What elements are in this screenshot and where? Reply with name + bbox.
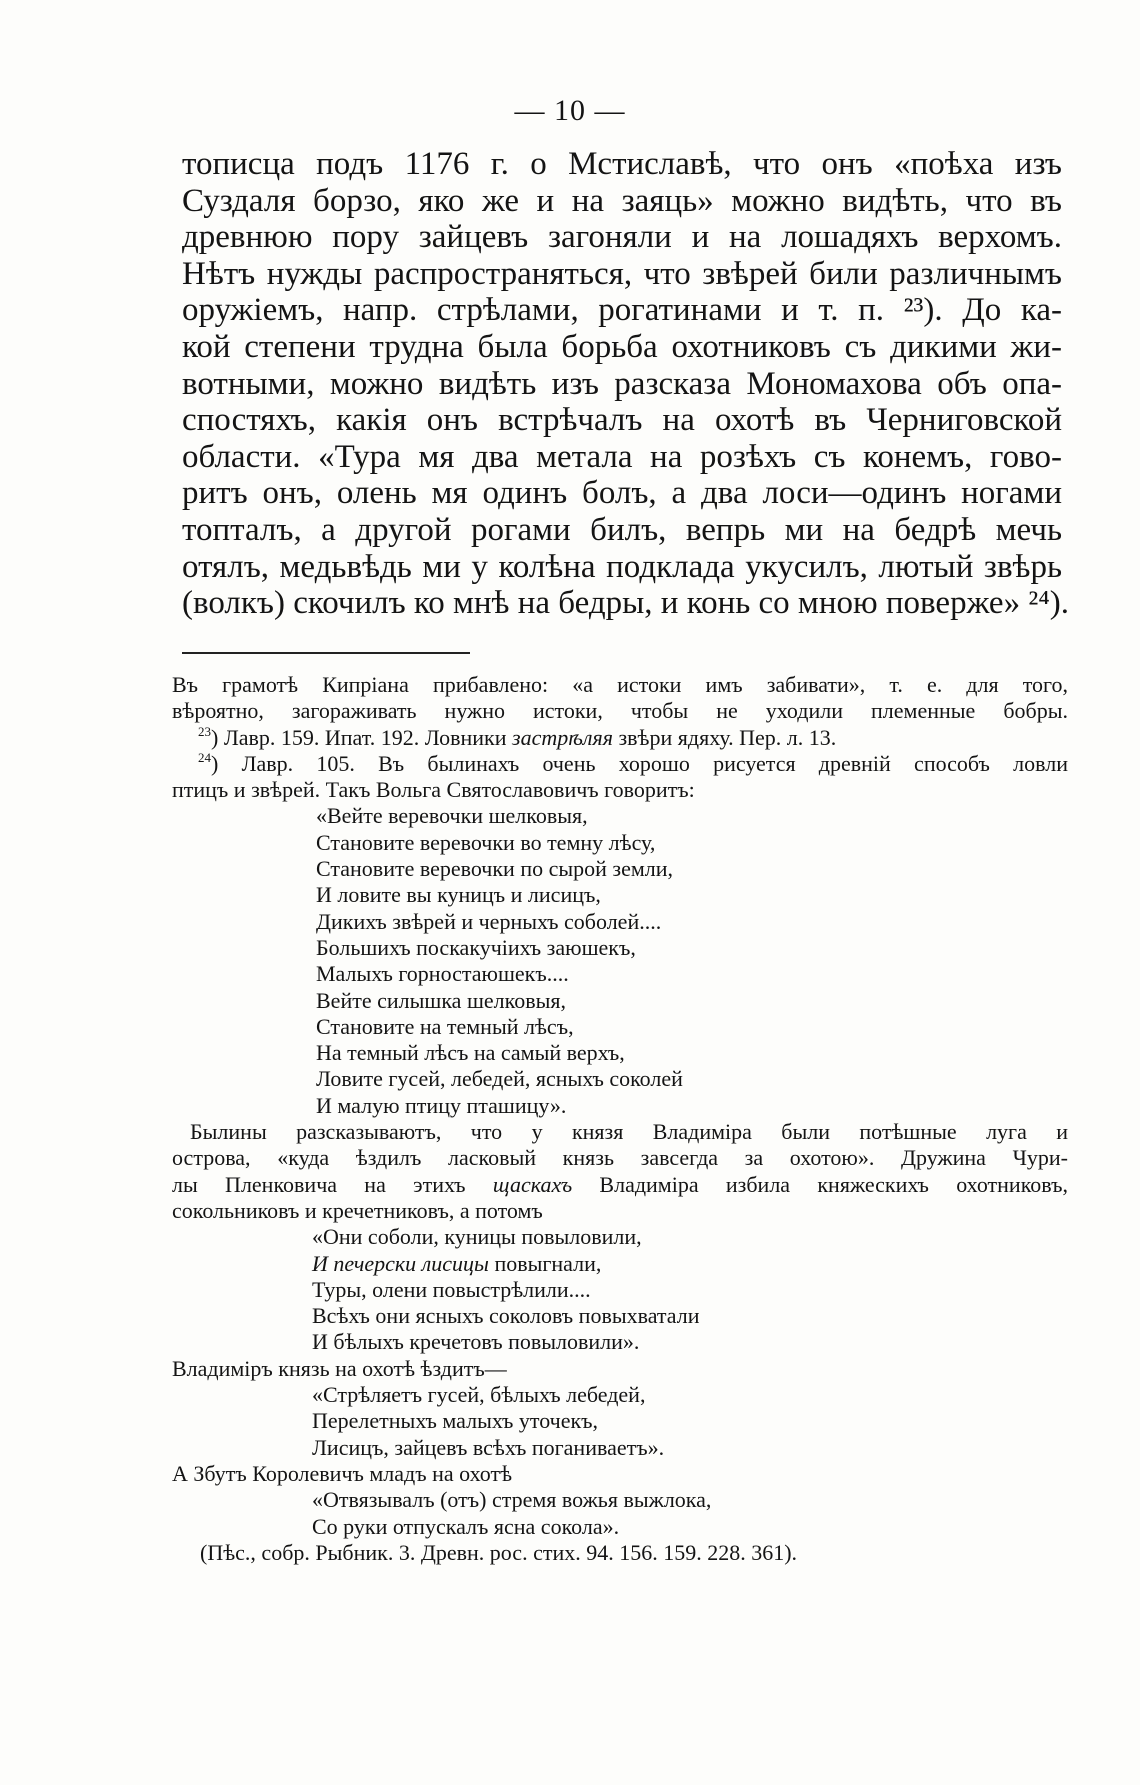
prose-italic-text: щаскахъ [492,1171,573,1197]
verse-line: «Они соболи, куницы повыловили, [312,1224,642,1250]
main-line: оружіемъ, напр. стрѣлами, рогатинами и т. п. ²³). До ка- [182,292,1062,329]
prose-line: Владиміръ князь на охотѣ ѣздитъ— [172,1355,507,1381]
footnotes [172,672,1068,1566]
verse-line: На темный лѣсъ на самый верхъ, [316,1040,625,1066]
main-line: Суздаля борзо, яко же и на заяць» можно видѣть, что въ [182,182,1062,219]
main-line: древнюю пору зайцевъ загоняли и на лошадяхъ верхомъ. [182,219,1062,256]
citation: (Пѣс., собр. Рыбник. 3. Древн. рос. стих. 94. 156. 159. 228. 361). [200,1539,798,1565]
prose-line: сокольниковъ и кречетниковъ, а потомъ [172,1197,543,1223]
footnote-marker: 24 [198,749,211,765]
footnote-text: ) Лавр. 105. Въ былинахъ очень хорошо рисуется древній способъ ловли [211,750,1068,776]
main-line: вотными, можно видѣть изъ разсказа Мономахова объ опа- [182,365,1062,402]
main-line: кой степени трудна была борьба охотниковъ съ дикими жи- [182,328,1062,365]
verse-line: «Отвязывалъ (отъ) стремя вожья выжлока, [312,1487,712,1513]
verse-line: И малую птицу пташицу». [316,1092,567,1118]
footnote-italic-text: застрѣляя [512,724,613,750]
verse-line: Становите веревочки во темну лѣсу, [316,829,656,855]
verse-line: Всѣхъ они ясныхъ соколовъ повыхватали [312,1303,700,1329]
verse-line: Вейте силышка шелковыя, [316,987,566,1013]
verse-line [172,1251,1068,1277]
verse-line: И ловите вы куницъ и лисицъ, [316,882,601,908]
verse-italic-text: И печерски лисицы [312,1250,489,1276]
prose-line: острова, «куда ѣздилъ ласковый князь завсегда за охотою». Дружина Чури- [172,1145,1068,1171]
verse-line: Малыхъ горностаюшекъ.... [316,961,569,987]
main-line: топталъ, а другой рогами билъ, вепрь ми на бедрѣ мечь [182,511,1062,548]
footnote-divider [182,652,470,654]
verse-line: И бѣлыхъ кречетовъ повыловили». [312,1329,640,1355]
footnote-line: Въ грамотѣ Кипріана прибавлено: «а истоки имъ забивати», т. е. для того, [172,672,1068,697]
verse-line: «Стрѣляетъ гусей, бѣлыхъ лебедей, [312,1382,646,1408]
main-line: (волкъ) скочилъ ко мнѣ на бедры, и конь со мною поверже» ²⁴). [182,585,1069,622]
footnote-24 [172,751,1068,777]
main-line: ритъ онъ, олень мя одинъ болъ, а два лоси—одинъ ногами [182,475,1062,512]
main-line: отялъ, медьвѣдь ми у колѣна подклада укусилъ, лютый звѣрь [182,548,1062,585]
verse-line: Ловите гусей, лебедей, ясныхъ соколей [316,1066,683,1092]
verse-line: Становите на темный лѣсъ, [316,1013,574,1039]
main-line: области. «Тура мя два метала на розѣхъ съ конемъ, гово- [182,438,1062,475]
prose-text: лы Пленковича на этихъ [172,1171,493,1197]
verse-line: Перелетныхъ малыхъ уточекъ, [312,1408,599,1434]
footnote-line: вѣроятно, загораживать нужно истоки, чтобы не уходили племенные бобры. [172,698,1068,724]
verse-line: Туры, олени повыстрѣлили.... [312,1276,591,1302]
footnote-marker: 23 [198,723,211,739]
prose-line: А Збутъ Королевичъ младъ на охотѣ [172,1460,513,1486]
page-number: — 10 — [514,94,626,127]
prose-line [172,1172,1068,1198]
main-line: спостяхъ, какія онъ встрѣчалъ на охотѣ въ Черниговской [182,402,1062,439]
main-line: Нѣтъ нужды распространяться, что звѣрей били различнымъ [182,255,1062,292]
footnote-text: ) Лавр. 159. Ипат. 192. Ловники [211,724,512,750]
footnote-23 [172,725,1068,751]
verse-line: Лисицъ, зайцевъ всѣхъ поганиваетъ». [312,1434,665,1460]
verse-line: Становите веревочки по сырой земли, [316,856,674,882]
verse-line: Дикихъ звѣрей и черныхъ соболей.... [316,908,662,934]
main-body-text [182,146,1069,622]
verse-line: Со руки отпускалъ ясна сокола». [312,1513,620,1539]
verse-line: «Вейте веревочки шелковыя, [316,803,588,829]
verse-line: Большихъ поскакучіихъ заюшекъ, [316,934,636,960]
prose-text: Владиміра избила княжескихъ охотниковъ, [572,1171,1068,1197]
footnote-line: птицъ и звѣрей. Такъ Вольга Святославовичъ говоритъ: [172,777,695,803]
verse-text: повыгнали, [488,1250,602,1276]
prose-line: Былины разсказываютъ, что у князя Владиміра были потѣшные луга и [190,1119,1068,1145]
main-line: тописца подъ 1176 г. о Мстиславѣ, что онъ «поѣха изъ [182,146,1062,182]
footnote-text: звѣри ядяху. Пер. л. 13. [612,724,837,750]
